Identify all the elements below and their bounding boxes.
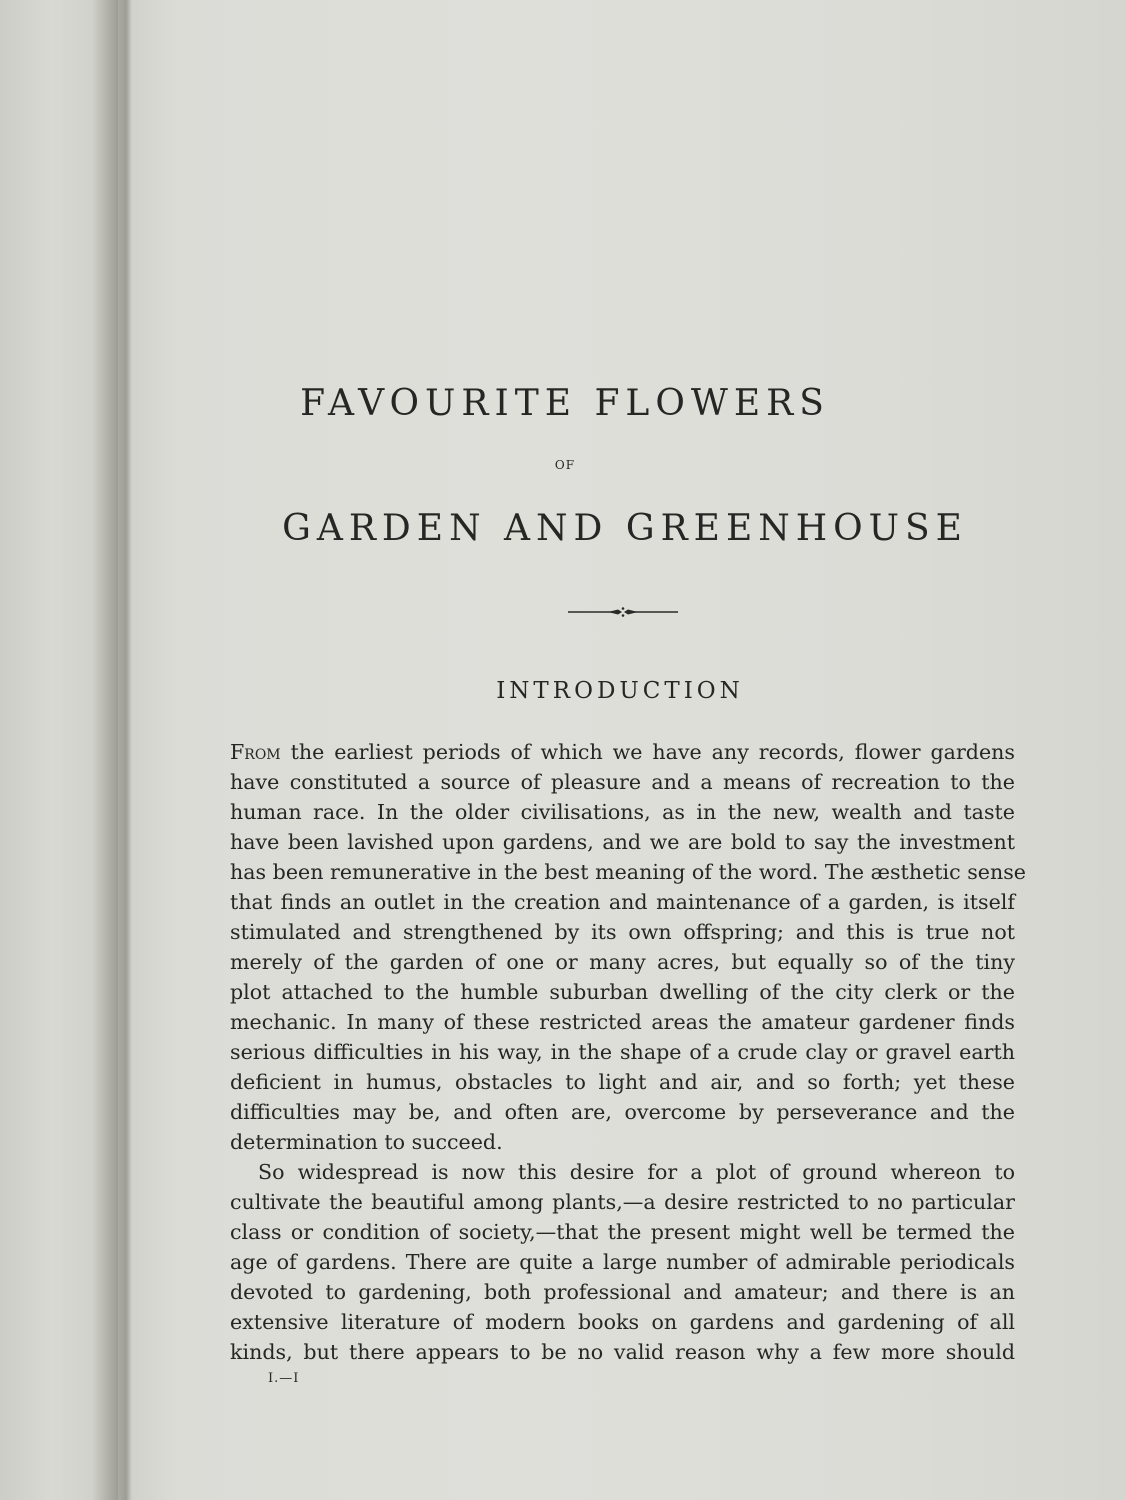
book-title-line-1: FAVOURITE FLOWERS — [300, 383, 830, 424]
text-line: human race. In the older civilisations, as in the new, wealth and taste — [230, 800, 1015, 824]
gutter-shadow — [92, 0, 132, 1500]
decorative-rule-ornament — [568, 604, 678, 620]
text-line: merely of the garden of one or many acres, but equally so of the tiny — [230, 950, 1015, 974]
text-line: age of gardens. There are quite a large number of admirable periodicals — [230, 1250, 1015, 1274]
text-line: that finds an outlet in the creation and maintenance of a garden, is itself — [230, 890, 1015, 914]
text-line: devoted to gardening, both professional and amateur; and there is an — [230, 1280, 1015, 1304]
text-line: extensive literature of modern books on gardens and gardening of all — [230, 1310, 1015, 1334]
text-line: have been lavished upon gardens, and we are bold to say the investment — [230, 830, 1015, 854]
text-line: mechanic. In many of these restricted areas the amateur gardener finds — [230, 1010, 1015, 1034]
text-line: class or condition of society,—that the present might well be termed the — [230, 1220, 1015, 1244]
paragraph-1 — [230, 737, 1026, 1157]
book-title-line-2: GARDEN AND GREENHOUSE — [282, 508, 968, 549]
text-line: serious difficulties in his way, in the shape of a crude clay or gravel earth — [230, 1040, 1015, 1064]
section-heading: INTRODUCTION — [496, 678, 744, 704]
text-line: have constituted a source of pleasure and a means of recreation to the — [230, 770, 1015, 794]
line-text: the earliest periods of which we have any records, flower gardens — [280, 740, 1015, 764]
book-title-of: OF — [554, 458, 576, 472]
text-line: determination to succeed. — [230, 1130, 503, 1154]
text-line: has been remunerative in the best meaning of the word. The æsthetic sense — [230, 860, 1026, 884]
text-line: deficient in humus, obstacles to light and air, and so forth; yet these — [230, 1070, 1015, 1094]
text-line: So widespread is now this desire for a plot of ground whereon to — [258, 1160, 1015, 1184]
signature-mark: I.—I — [268, 1371, 300, 1386]
text-line: stimulated and strengthened by its own offspring; and this is true not — [230, 920, 1015, 944]
body-text — [230, 737, 1026, 1367]
text-line: difficulties may be, and often are, overcome by perseverance and the — [230, 1100, 1015, 1124]
paragraph-2 — [230, 1157, 1015, 1367]
text-line — [230, 737, 1015, 767]
text-line: cultivate the beautiful among plants,—a desire restricted to no particular — [230, 1190, 1015, 1214]
text-line: plot attached to the humble suburban dwelling of the city clerk or the — [230, 980, 1015, 1004]
lead-word: From — [230, 740, 281, 764]
text-line: kinds, but there appears to be no valid reason why a few more should — [230, 1340, 1015, 1364]
